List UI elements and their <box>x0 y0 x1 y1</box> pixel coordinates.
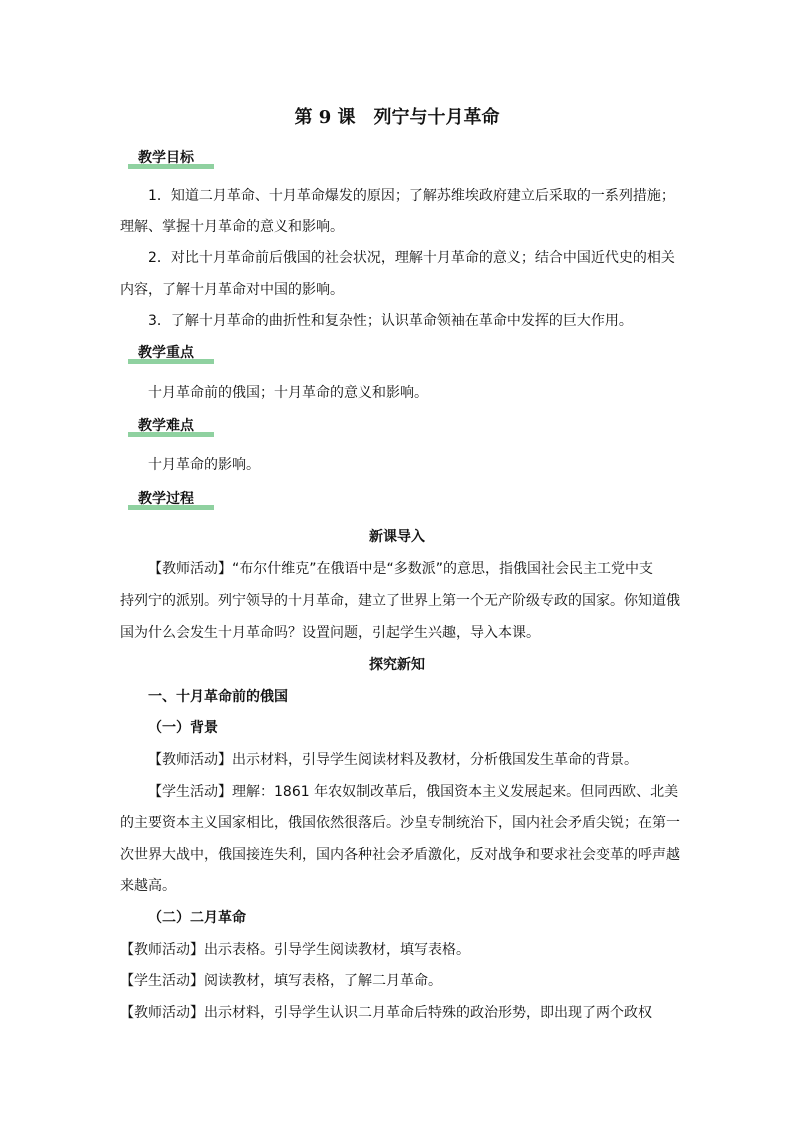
key-points-text: 十月革命前的俄国；十月革命的意义和影响。 <box>148 385 428 401</box>
objective-line: 3．了解十月革命的曲折性和复杂性；认识革命领袖在革命中发挥的巨大作用。 <box>148 313 633 329</box>
intro-line: 持列宁的派别。列宁领导的十月革命，建立了世界上第一个无产阶级专政的国家。你知道俄 <box>120 593 680 609</box>
objective-line: 2．对比十月革命前后俄国的社会状况，理解十月革命的意义；结合中国近代史的相关 <box>148 250 675 266</box>
paragraph-line: 【学生活动】阅读教材，填写表格，了解二月革命。 <box>120 973 442 989</box>
paragraph-line: 【教师活动】出示表格。引导学生阅读教材，填写表格。 <box>120 942 470 958</box>
heading-label: 教学难点 <box>138 418 194 434</box>
paragraph-line: 【学生活动】理解：1861 年农奴制改革后，俄国资本主义发展起来。但同西欧、北美 <box>148 784 679 800</box>
paragraph-line: 来越高。 <box>120 878 176 894</box>
paragraph-line: 次世界大战中，俄国接连失利，国内各种社会矛盾激化，反对战争和要求社会变革的呼声越 <box>120 847 680 863</box>
heading-process <box>128 491 214 513</box>
paragraph-line: 【教师活动】出示材料，引导学生认识二月革命后特殊的政治形势，即出现了两个政权 <box>120 1005 652 1021</box>
heading-objectives <box>128 150 214 172</box>
subsection-heading: （二）二月革命 <box>148 910 246 926</box>
paragraph-line: 的主要资本主义国家相比，俄国依然很落后。沙皇专制统治下，国内社会矛盾尖锐；在第一 <box>120 815 680 831</box>
heading-label: 教学过程 <box>138 491 194 507</box>
intro-title: 新课导入 <box>369 529 425 545</box>
difficulties-text: 十月革命的影响。 <box>148 457 260 473</box>
intro-line: 【教师活动】“布尔什维克”在俄语中是“多数派”的意思，指俄国社会民主工党中支 <box>148 561 654 577</box>
explore-title: 探究新知 <box>369 657 425 673</box>
paragraph-line: 【教师活动】出示材料，引导学生阅读材料及教材，分析俄国发生革命的背景。 <box>148 752 638 768</box>
objective-line: 内容，了解十月革命对中国的影响。 <box>120 282 344 298</box>
objective-line: 1．知道二月革命、十月革命爆发的原因；了解苏维埃政府建立后采取的一系列措施； <box>148 188 675 204</box>
page-title: 第 9 课 列宁与十月革命 <box>294 107 500 128</box>
section-heading: 一、十月革命前的俄国 <box>148 689 288 705</box>
heading-key-points <box>128 345 214 367</box>
heading-label: 教学目标 <box>138 150 194 166</box>
intro-line: 国为什么会发生十月革命吗？设置问题，引起学生兴趣，导入本课。 <box>120 625 540 641</box>
subsection-heading: （一）背景 <box>148 720 218 736</box>
heading-difficulties <box>128 418 214 440</box>
heading-label: 教学重点 <box>138 345 194 361</box>
objective-line: 理解、掌握十月革命的意义和影响。 <box>120 219 344 235</box>
